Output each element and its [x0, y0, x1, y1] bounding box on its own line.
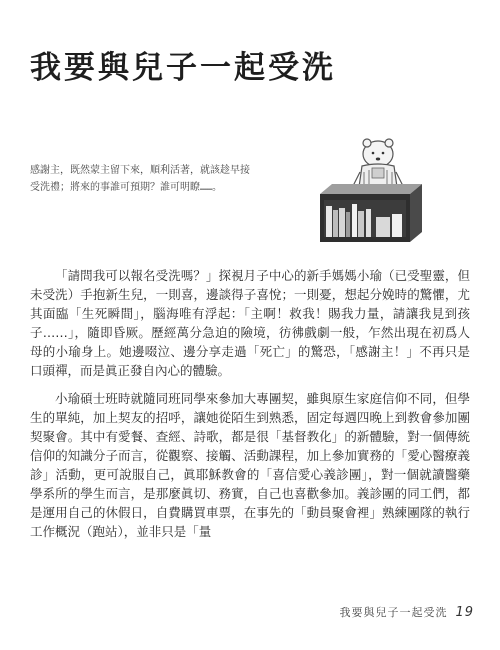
bookshelf	[320, 184, 422, 242]
body-paragraph: 小瑜碩士班時就隨同班同學來參加大專團契，雖與原生家庭信仰不同，但學生的單純，加上契友的招呼，讓她從陌生到熟悉，固定每週四晚上到教會參加團契聚會。其中有愛餐、查經、詩歌，都是很「基督教化」的新體驗，對一個傳統信仰的知識分子而言，從觀察、接觸、活動課程，加上參加實務的「愛心醫療義診」活動，更可說服自己，眞耶穌教會的「喜信愛心義診團」，對一個就讀醫藥學系所的學生而言，是那麼眞切、務實，自己也喜歡參加。義診團的同工們，都是運用自己的休假日，自費購買車票，在事先的「動員聚會裡」熟練團隊的執行工作概況（跑站），並非只是「量	[30, 391, 470, 539]
intro-line: 受洗禮；將來的事誰可預期？誰可明瞭……。	[30, 182, 223, 193]
article-body	[30, 266, 470, 550]
page-title: 我要與兒子一起受洗	[30, 50, 336, 86]
intro-note	[30, 162, 300, 196]
bear-on-bookshelf-illustration	[312, 132, 424, 252]
intro-line: 感謝主，既然蒙主留下來，順利活著，就該趁早接	[30, 165, 250, 176]
page-footer	[339, 604, 474, 620]
body-paragraph: 「請問我可以報名受洗嗎？」探視月子中心的新手媽媽小瑜（已受聖靈，但未受洗）手抱新生兒，一則喜，邊談得子喜悅；一則憂，想起分娩時的驚懼，尤其面臨「生死瞬間」，腦海唯有浮起：「主啊！救我！賜我力量，請讓我見到孩子……」，隨即昏厥。歷經萬分急迫的險境，彷彿戲劇一般，乍然出現在初爲人母的小瑜身上。她邊啜泣、邊分享走過「死亡」的驚恐，「感謝主！」不再只是口頭禪，而是眞正發自內心的體驗。	[30, 268, 470, 378]
running-title: 我要與兒子一起受洗	[339, 606, 448, 619]
page-number: 19	[455, 605, 474, 620]
